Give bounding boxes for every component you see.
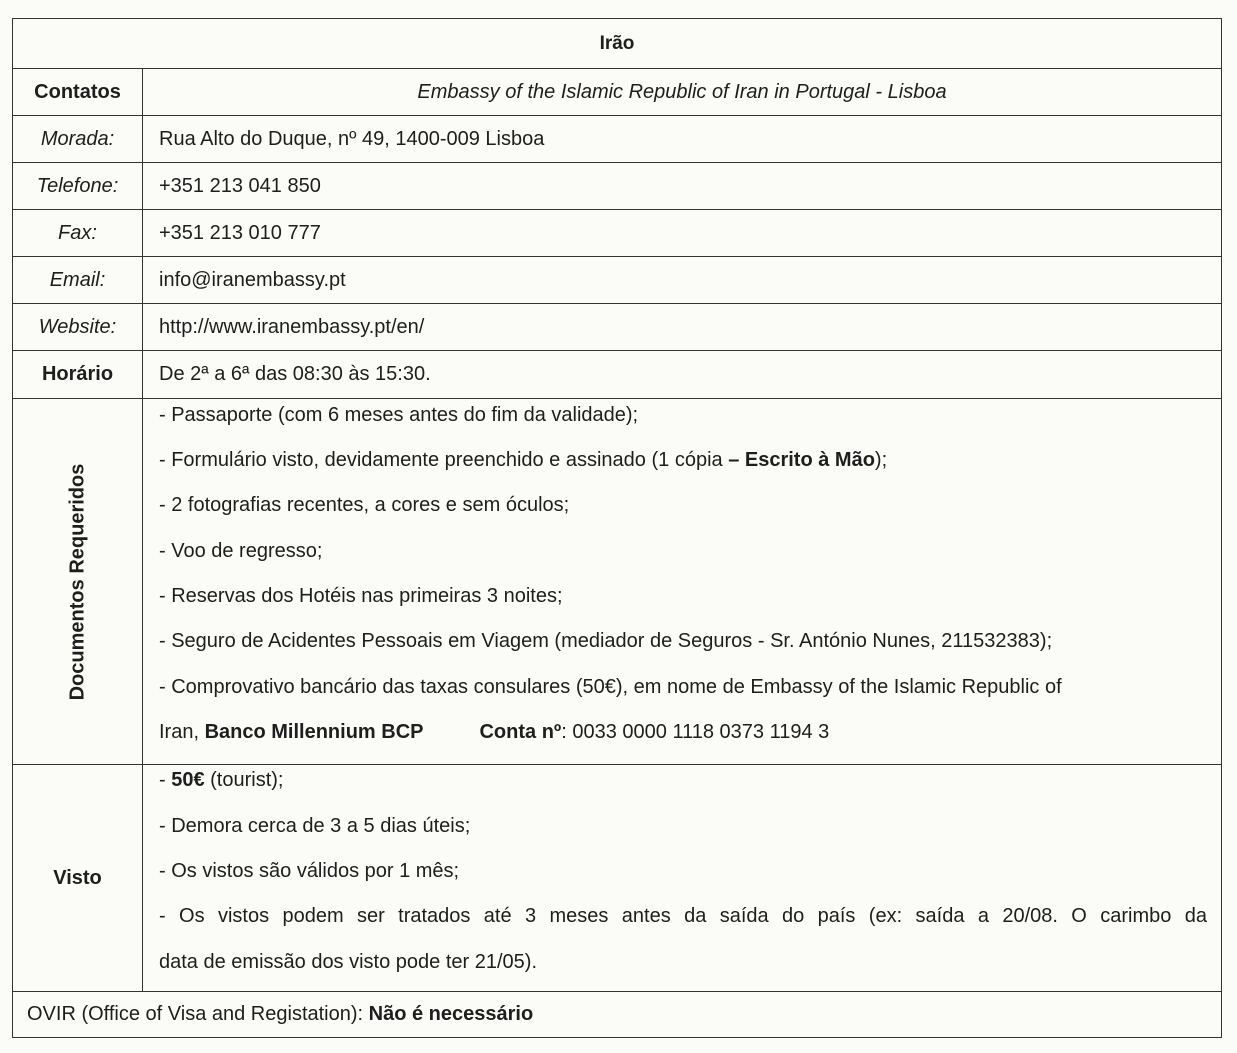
ovir-row [13,992,1221,1037]
document-item-form [159,449,1207,472]
hours-label: Horário [13,351,143,398]
fax-value: +351 213 010 777 [159,221,321,244]
document-item-bank-proof: - Comprovativo bancário das taxas consulares (50€), em nome de Embassy of the Islamic Republic of [159,676,1062,698]
address-label: Morada: [13,116,143,162]
website-value: http://www.iranembassy.pt/en/ [159,315,425,338]
fax-row [13,210,1221,257]
phone-row [13,163,1221,210]
visa-fee-dash: - [159,769,172,791]
document-item-form-text: - Formulário visto, devidamente preenchido e assinado (1 cópia [159,449,729,471]
visa-item-validity: - Os vistos são válidos por 1 mês; [159,860,460,882]
visa-item-processing-cont: data de emissão dos visto pode ter 21/05). [159,951,538,973]
contacts-value: Embassy of the Islamic Republic of Iran in Portugal - Lisboa [417,80,947,103]
documents-label-cell [13,399,143,764]
ovir-label: OVIR (Office of Visa and Registation): [27,1003,364,1025]
documents-list [143,399,1221,764]
documents-label: Documentos Requeridos [66,463,88,700]
phone-value: +351 213 041 850 [159,174,321,197]
hours-row [13,351,1221,399]
account-number: : 0033 0000 1118 0373 1194 3 [561,721,830,743]
visa-label: Visto [13,765,143,991]
contacts-label: Contatos [13,69,143,115]
document-item-flight: - Voo de regresso; [159,540,323,562]
address-row [13,116,1221,163]
document-item-passport: - Passaporte (com 6 meses antes do fim da validade); [159,404,639,426]
email-row [13,257,1221,304]
email-value: info@iranembassy.pt [159,268,346,291]
table-title: Irão [599,32,635,54]
hours-value: De 2ª a 6ª das 08:30 às 15:30. [159,363,431,385]
ovir-value: Não é necessário [368,1003,534,1025]
visa-fee-type: (tourist); [204,769,284,791]
visa-fee-amount: 50€ [171,769,205,791]
ovir-line [27,992,533,1037]
document-item-photos: - 2 fotografias recentes, a cores e sem óculos; [159,494,570,516]
account-label: Conta nº [479,721,562,743]
address-value: Rua Alto do Duque, nº 49, 1400-009 Lisboa [159,127,545,150]
phone-label: Telefone: [13,163,143,209]
website-row [13,304,1221,351]
visa-item-delay: - Demora cerca de 3 a 5 dias úteis; [159,815,471,837]
visa-item-fee [159,769,1207,792]
table-title-row [13,19,1221,69]
bank-name: Banco Millennium BCP [204,721,424,743]
embassy-info-table [12,18,1222,1038]
visa-list [143,765,1221,991]
contacts-row [13,69,1221,116]
fax-label: Fax: [13,210,143,256]
visa-item-processing: - Os vistos podem ser tratados até 3 meses antes da saída do país (ex: saída a 20/08. O carimbo da [159,905,1207,927]
document-item-insurance: - Seguro de Acidentes Pessoais em Viagem (mediador de Seguros - Sr. António Nunes, 211532383); [159,630,1053,652]
website-label: Website: [13,304,143,350]
documents-row [13,399,1221,765]
document-item-hotels: - Reservas dos Hotéis nas primeiras 3 noites; [159,585,563,607]
visa-row [13,765,1221,992]
email-label: Email: [13,257,143,303]
document-item-bank-details [159,721,1207,744]
document-item-form-end: ); [874,449,888,471]
document-item-form-emphasis: – Escrito à Mão [728,449,875,471]
bank-details-prefix: Iran, [159,721,205,743]
